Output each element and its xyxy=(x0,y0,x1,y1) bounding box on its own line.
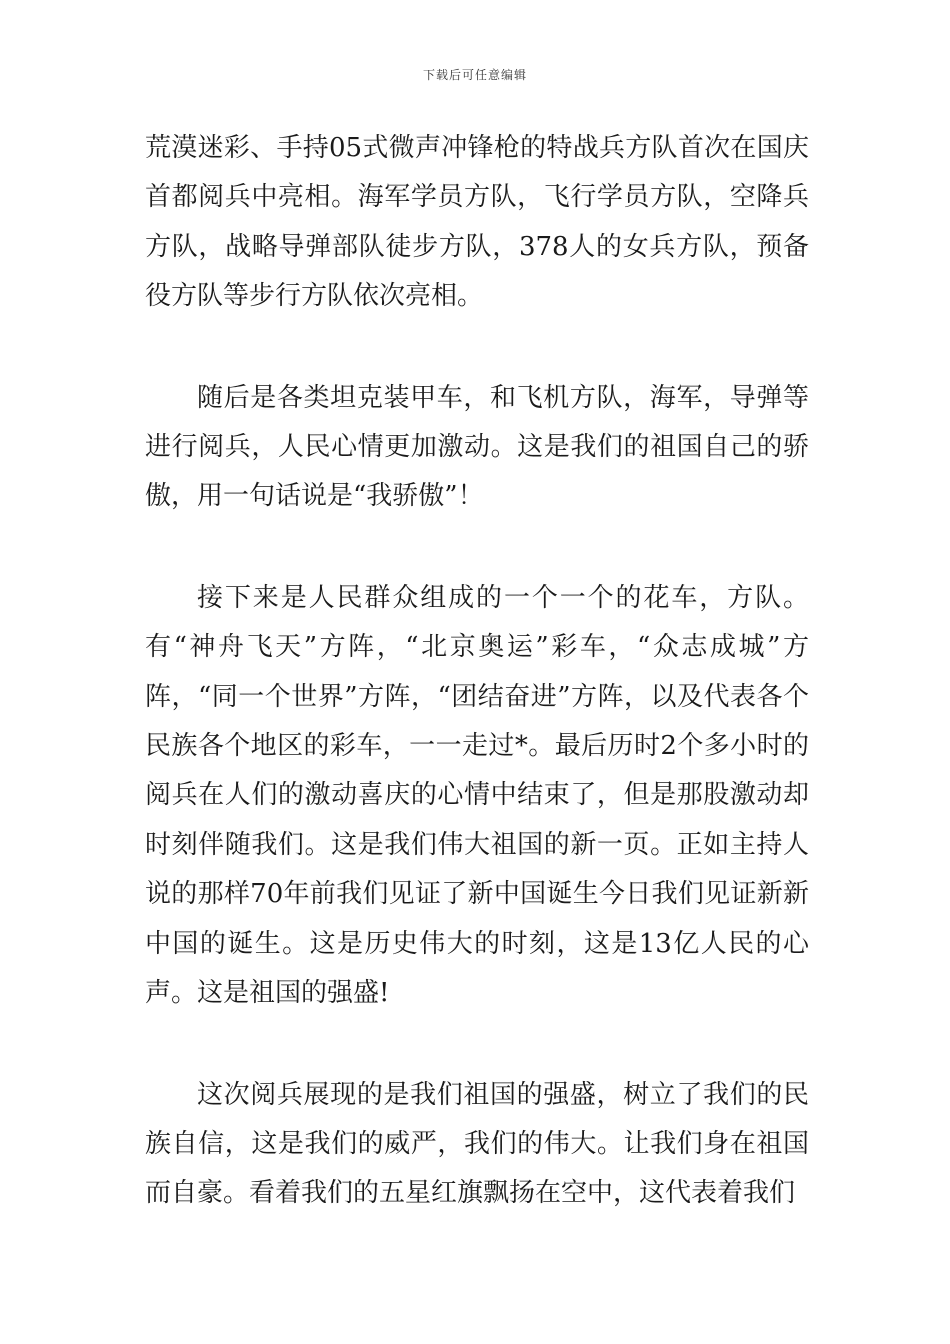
paragraph-1: 荒漠迷彩、手持05式微声冲锋枪的特战兵方队首次在国庆首都阅兵中亮相。海军学员方队，飞行学员方队，空降兵方队，战略导弹部队徒步方队，378人的女兵方队，预备役方队等步行方队依次亮相。 xyxy=(145,133,809,312)
page-header: 下载后可任意编辑 xyxy=(422,68,527,82)
document-body xyxy=(145,124,809,1219)
paragraph-2: 随后是各类坦克装甲车，和飞机方队，海军，导弹等进行阅兵，人民心情更加激动。这是我们的祖国自己的骄傲，用一句话说是“我骄傲”！ xyxy=(145,382,809,512)
paragraph-4: 这次阅兵展现的是我们祖国的强盛，树立了我们的民族自信，这是我们的威严，我们的伟大。让我们身在祖国而自豪。看着我们的五星红旗飘扬在空中，这代表着我们 xyxy=(145,1079,809,1209)
paragraph-gap xyxy=(145,322,809,374)
paragraph-gap xyxy=(145,1019,809,1071)
paragraph-3: 接下来是人民群众组成的一个一个的花车，方队。有“神舟飞天”方阵，“北京奥运”彩车，“众志成城”方阵，“同一个世界”方阵，“团结奋进”方阵，以及代表各个民族各个地区的彩车，一一走过*。最后历时2个多小时的阅兵在人们的激动喜庆的心情中结束了，但是那股激动却时刻伴随我们。这是我们伟大祖国的新一页。正如主持人说的那样70年前我们见证了新中国诞生今日我们见证新新中国的诞生。这是历史伟大的时刻，这是13亿人民的心声。这是祖国的强盛! xyxy=(145,582,809,1009)
paragraph-gap xyxy=(145,522,809,574)
